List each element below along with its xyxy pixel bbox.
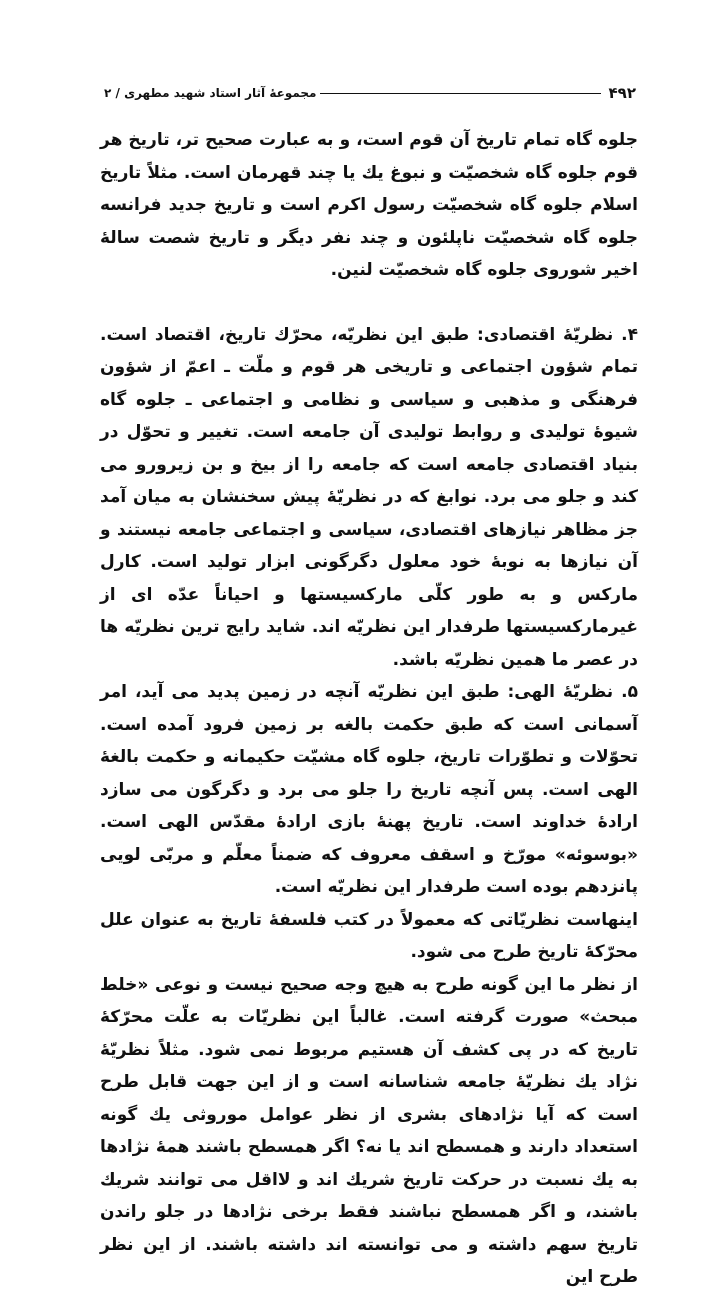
header-rule [320, 93, 600, 94]
paragraph-critique: از نظر ما این گونه طرح به هیچ وجه صحیح نیست و نوعی «خلط مبحث» صورت گرفته است. غالباً این نظریّات به علّت محرّکهٔ تاریخ که در پی کشف آن هستیم مربوط نمی شود. مثلاً نظریّهٔ نژاد یك نظریّهٔ جامعه شناسانه است و از این جهت قابل طرح است که آیا نژادهای بشری از نظر عوامل موروثی یك گونه استعداد دارند و همسطح اند یا نه؟ اگر همسطح باشند همهٔ نژادها به یك نسبت در حرکت تاریخ شریك اند و لااقل می توانند شریك باشند، و اگر همسطح نباشند فقط برخی نژادها در جلو راندن تاریخ سهم داشته و می توانسته اند داشته باشند. از این نظر طرح این [100, 974, 638, 1287]
paragraph-summary: اینهاست نظریّاتی که معمولاً در کتب فلسفهٔ تاریخ به عنوان علل محرّکهٔ تاریخ طرح می شود. [100, 909, 638, 962]
body-text [100, 124, 638, 1294]
page-header [104, 80, 636, 106]
paragraph-divine-theory: ۵. نظریّهٔ الهی: طبق این نظریّه آنچه در زمین پدید می آید، امر آسمانی است که طبق حکمت بالغه بر زمین فرود آمده است. تحوّلات و تطوّرات تاریخ، جلوه گاه مشیّت حکیمانه و حکمت بالغهٔ الهی است. پس آنچه تاریخ را جلو می برد و دگرگون می سازد ارادهٔ خداوند است. تاریخ پهنهٔ بازی ارادهٔ مقدّس الهی است. «بوسوئه» مورّخ و اسقف معروف که ضمناً معلّم و مربّی لویی پانزدهم بوده است طرفدار این نظریّه است. [100, 682, 638, 897]
paragraph-continuation: جلوه گاه تمام تاریخ آن قوم است، و به عبارت صحیح تر، تاریخ هر قوم جلوه گاه شخصیّت و نبوغ یك یا چند قهرمان است. مثلاً تاریخ اسلام جلوه گاه شخصیّت رسول اکرم است و تاریخ جدید فرانسه جلوه گاه شخصیّت ناپلئون و چند نفر دیگر و تاریخ شصت سالهٔ اخیر شوروی جلوه گاه شخصیّت لنین. [100, 130, 638, 280]
page-number: ۴۹۲ [608, 84, 636, 102]
paragraph-economic-theory: ۴. نظریّهٔ اقتصادی: طبق این نظریّه، محرّك تاریخ، اقتصاد است. تمام شؤون اجتماعی و تاریخی هر قوم و ملّت ـ اعمّ از شؤون فرهنگی و مذهبی و سیاسی و نظامی و اجتماعی ـ جلوه گاه شیوهٔ تولیدی و روابط تولیدی آن جامعه است. تغییر و تحوّل در بنیاد اقتصادی جامعه است که جامعه را از بیخ و بن زیرورو می کند و جلو می برد. نوابغ که در نظریّهٔ پیش سخنشان به میان آمد جز مظاهر نیازهای اقتصادی، سیاسی و اجتماعی جامعه نیستند و آن نیازها به نوبهٔ خود معلول دگرگونی ابزار تولید است. کارل مارکس و به طور کلّی مارکسیستها و احیاناً عدّه ای از غیرمارکسیستها طرفدار این نظریّه اند. شاید رایج ترین نظریّه ها در عصر ما همین نظریّه باشد. [100, 324, 638, 670]
running-title: مجموعهٔ آثار استاد شهید مطهری / ۲ [104, 86, 317, 100]
